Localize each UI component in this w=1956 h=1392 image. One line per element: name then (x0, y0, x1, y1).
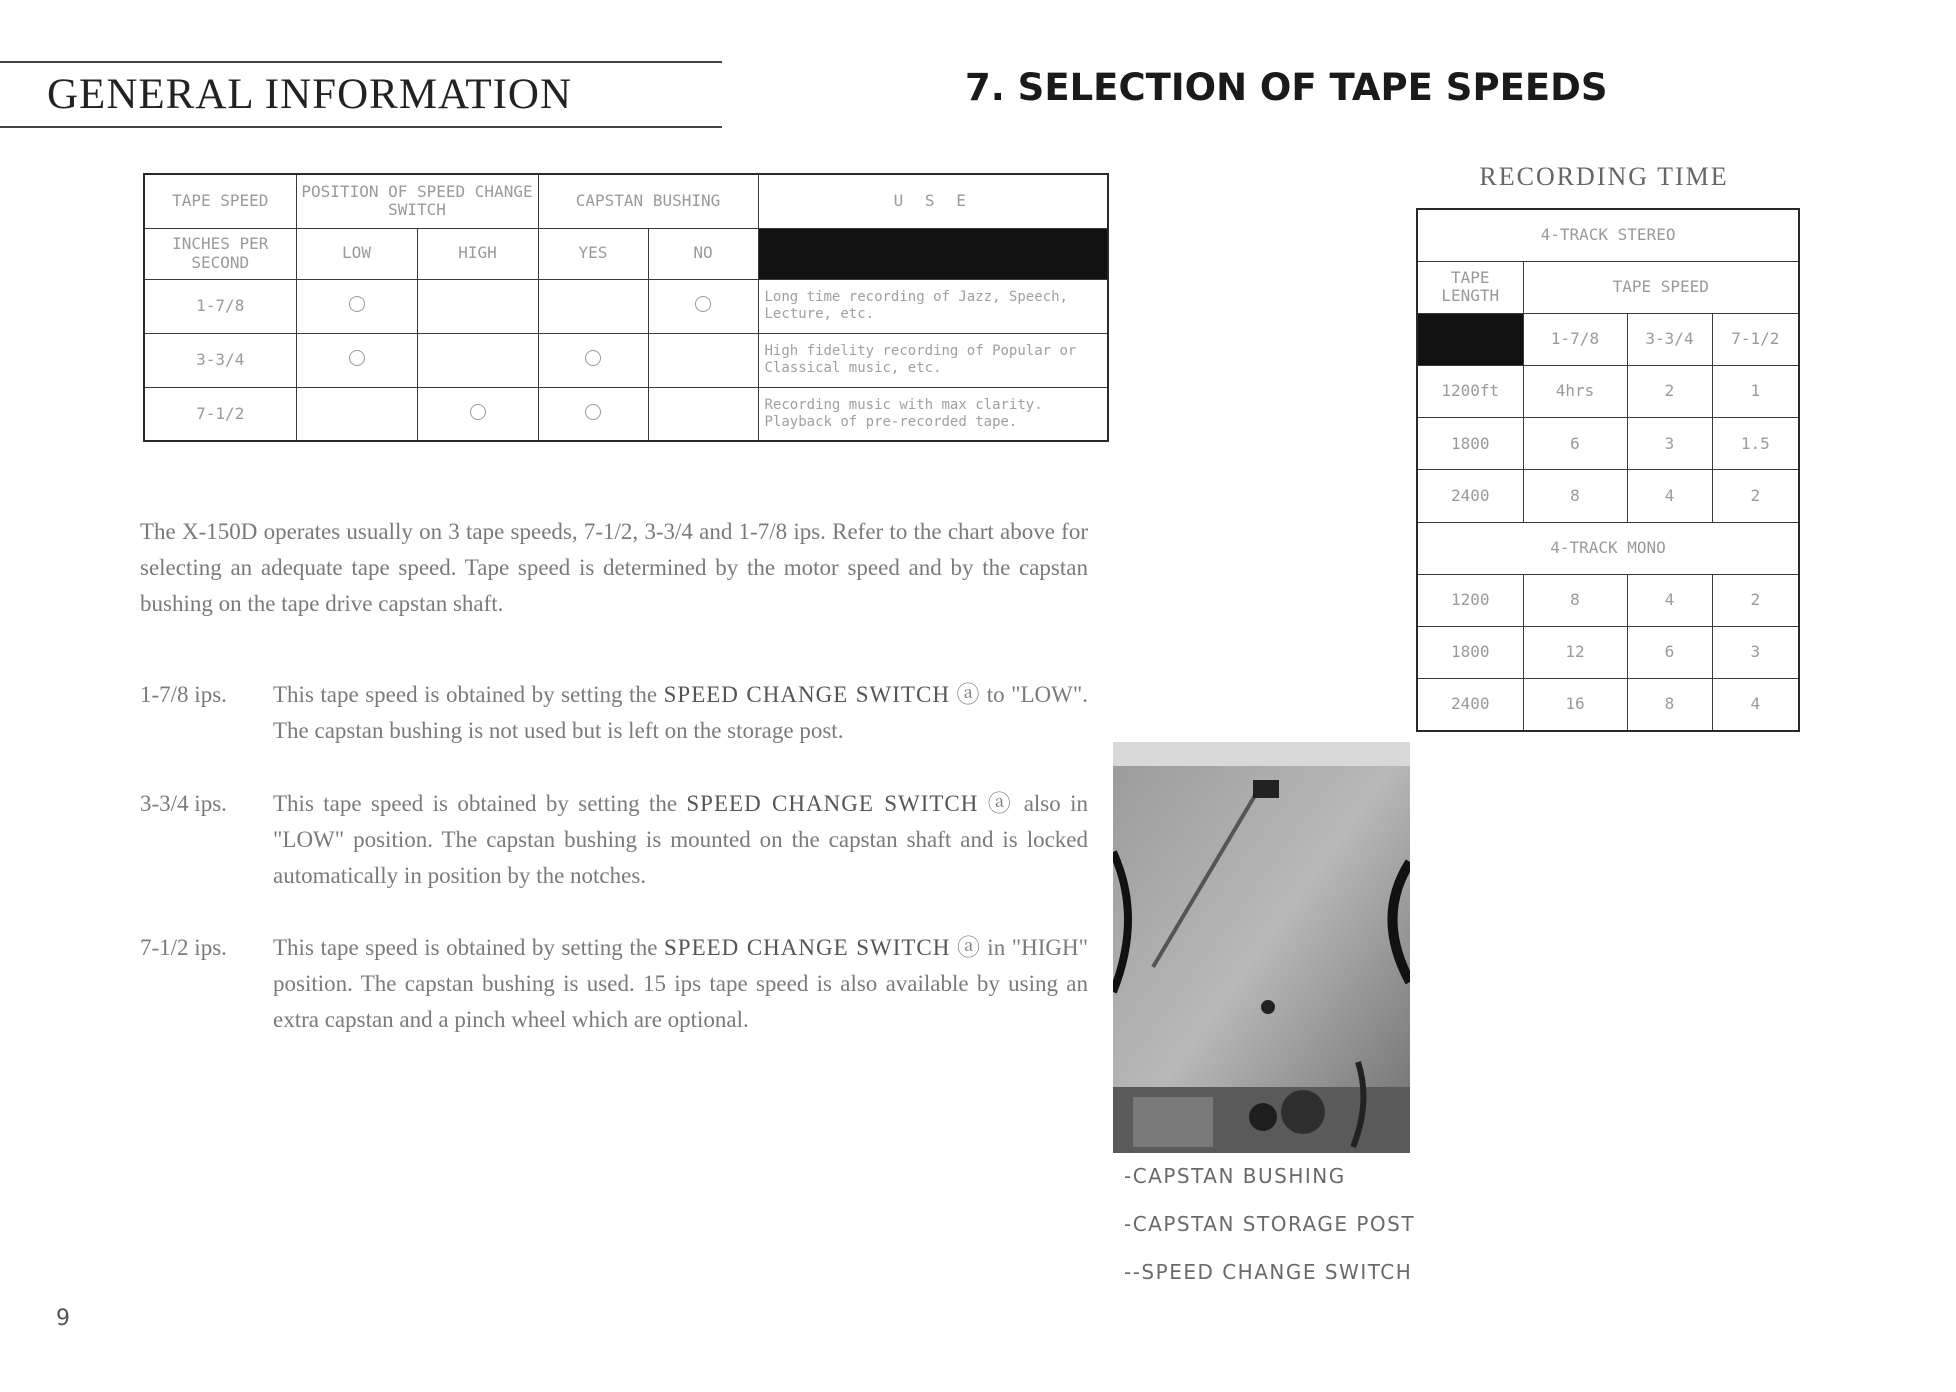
circle-mark-icon (470, 404, 486, 420)
header-no: NO (648, 228, 758, 279)
table-row (144, 387, 1108, 441)
black-header-cell (1417, 313, 1523, 365)
time-cell: 3 (1627, 418, 1712, 470)
time-cell: 8 (1627, 679, 1712, 731)
time-cell: 2 (1712, 574, 1799, 626)
caption-capstan-storage-post: -CAPSTAN STORAGE POST (1124, 1212, 1416, 1236)
use-cell: Long time recording of Jazz, Speech, Lecture, etc. (758, 279, 1108, 333)
table-row (1417, 470, 1799, 522)
header-capstan-bushing: CAPSTAN BUSHING (538, 174, 758, 228)
time-cell: 4hrs (1523, 366, 1627, 418)
time-cell: 4 (1712, 679, 1799, 731)
circle-mark-icon (349, 350, 365, 366)
item-text: This tape speed is obtained by setting the SPEED CHANGE SWITCH ⓐ also in "LOW" position. The capstan bushing is mounted on the capstan shaft and is locked automatically in position by the notches. (273, 791, 1089, 888)
time-cell: 6 (1523, 418, 1627, 470)
time-cell: 8 (1523, 470, 1627, 522)
mono-header: 4-TRACK MONO (1417, 522, 1799, 574)
empty-cell (417, 333, 538, 387)
length-cell: 1800 (1417, 418, 1523, 470)
time-cell: 1.5 (1712, 418, 1799, 470)
header-rule-bottom (0, 126, 722, 128)
stereo-header: 4-TRACK STEREO (1417, 209, 1799, 261)
time-cell: 3 (1712, 627, 1799, 679)
length-cell: 2400 (1417, 679, 1523, 731)
header-use: U S E (758, 174, 1108, 228)
time-cell: 1 (1712, 366, 1799, 418)
time-cell: 2 (1627, 366, 1712, 418)
header-tape-speed: TAPE SPEED (144, 174, 296, 228)
empty-cell (648, 387, 758, 441)
circle-mark-icon (585, 404, 601, 420)
recording-time-table (1416, 208, 1800, 732)
time-cell: 16 (1523, 679, 1627, 731)
section-title-left: GENERAL INFORMATION (47, 71, 573, 118)
speed-col-header: 7-1/2 (1712, 313, 1799, 365)
use-cell: Recording music with max clarity. Playback of pre-recorded tape. (758, 387, 1108, 441)
mark-cell (296, 333, 417, 387)
empty-cell (538, 279, 648, 333)
length-cell: 1800 (1417, 627, 1523, 679)
table-row (1417, 574, 1799, 626)
speed-item-7-1-2 (140, 930, 1088, 1076)
speed-item-1-7-8 (140, 677, 1088, 787)
item-text: This tape speed is obtained by setting the SPEED CHANGE SWITCH ⓐ in "HIGH" position. The capstan bushing is used. 15 ips tape speed is also available by using an extra capstan and a pinch wheel which are optional. (273, 935, 1089, 1032)
time-cell: 12 (1523, 627, 1627, 679)
table-row (144, 279, 1108, 333)
length-cell: 2400 (1417, 470, 1523, 522)
black-header-cell (758, 228, 1108, 279)
speed-col-header: 1-7/8 (1523, 313, 1627, 365)
use-cell: High fidelity recording of Popular or Classical music, etc. (758, 333, 1108, 387)
caption-speed-change-switch: --SPEED CHANGE SWITCH (1124, 1260, 1413, 1284)
speed-item-3-3-4 (140, 786, 1088, 932)
item-label: 1-7/8 ips. (140, 682, 227, 707)
header-yes: YES (538, 228, 648, 279)
header-high: HIGH (417, 228, 538, 279)
speed-cell: 1-7/8 (144, 279, 296, 333)
circle-mark-icon (695, 296, 711, 312)
speed-cell: 7-1/2 (144, 387, 296, 441)
tape-speed-header: TAPE SPEED (1523, 261, 1799, 313)
time-cell: 4 (1627, 470, 1712, 522)
header-switch-position: POSITION OF SPEED CHANGE SWITCH (296, 174, 538, 228)
circle-mark-icon (349, 296, 365, 312)
table-row (1417, 366, 1799, 418)
time-cell: 6 (1627, 627, 1712, 679)
page-number: 9 (56, 1306, 70, 1331)
header-low: LOW (296, 228, 417, 279)
intro-paragraph: The X-150D operates usually on 3 tape speeds, 7-1/2, 3-3/4 and 1-7/8 ips. Refer to the chart above for selecting an adequate tape speed. Tape speed is determined by the motor speed and by the capstan bushing on the tape drive capstan shaft. (140, 519, 1088, 616)
item-label: 3-3/4 ips. (140, 791, 227, 816)
speed-col-header: 3-3/4 (1627, 313, 1712, 365)
capstan-photo-drawing (1113, 742, 1410, 1153)
time-cell: 4 (1627, 574, 1712, 626)
table-row (1417, 627, 1799, 679)
table-row (144, 333, 1108, 387)
length-cell: 1200 (1417, 574, 1523, 626)
recording-time-title: RECORDING TIME (1479, 162, 1729, 191)
table-row (1417, 679, 1799, 731)
tape-length-header: TAPE LENGTH (1417, 261, 1523, 313)
mark-cell (296, 279, 417, 333)
item-label: 7-1/2 ips. (140, 935, 227, 960)
header-rule-top (0, 61, 722, 63)
speed-cell: 3-3/4 (144, 333, 296, 387)
mark-cell (538, 333, 648, 387)
mark-cell (417, 387, 538, 441)
header-ips: INCHES PER SECOND (144, 228, 296, 279)
circle-mark-icon (585, 350, 601, 366)
capstan-photo (1113, 742, 1410, 1153)
time-cell: 8 (1523, 574, 1627, 626)
empty-cell (648, 333, 758, 387)
caption-capstan-bushing: -CAPSTAN BUSHING (1124, 1164, 1346, 1188)
mark-cell (648, 279, 758, 333)
item-text: This tape speed is obtained by setting the SPEED CHANGE SWITCH ⓐ to "LOW". The capstan bushing is not used but is left on the storage post. (273, 682, 1089, 743)
time-cell: 2 (1712, 470, 1799, 522)
tape-speed-table (143, 173, 1109, 442)
table-row (1417, 418, 1799, 470)
mark-cell (538, 387, 648, 441)
section-title-right: 7. SELECTION OF TAPE SPEEDS (965, 66, 1608, 109)
length-cell: 1200ft (1417, 366, 1523, 418)
empty-cell (296, 387, 417, 441)
empty-cell (417, 279, 538, 333)
